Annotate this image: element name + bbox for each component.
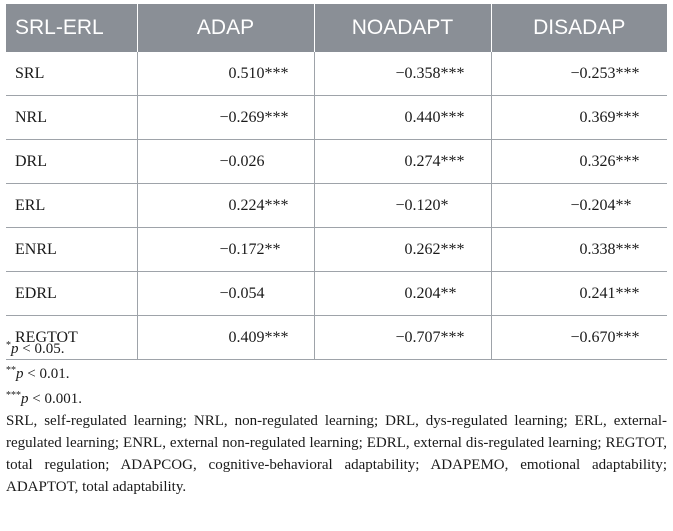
row-label: REGTOT	[6, 316, 137, 360]
footnote-p-symbol: p	[16, 366, 24, 382]
table-row	[6, 140, 667, 184]
table-row	[6, 228, 667, 272]
footnote-abbreviations: SRL, self-regulated learning; NRL, non-regulated learning; DRL, dys-regulated learning; ERL, external-regulated learning; ENRL, external non-regulated learning; EDRL, external dis-regulated learning; REGTOT, total regulation; ADAPCOG, cognitive-behavioral adaptability; ADAPEMO, emotional adaptability; ADAPTOT, total adaptability.	[6, 413, 667, 495]
coefficient-value: 0.369	[579, 108, 616, 126]
cell-adap	[137, 96, 314, 140]
footnote-threshold: < 0.05.	[18, 341, 65, 357]
cell-noadapt	[314, 96, 491, 140]
table-row	[6, 96, 667, 140]
coefficient-value: −0.204	[570, 196, 616, 214]
coefficient-value: 0.440	[404, 108, 441, 126]
cell-adap	[137, 272, 314, 316]
row-label: EDRL	[6, 272, 137, 316]
row-label: NRL	[6, 96, 137, 140]
significance-stars: ***	[615, 108, 640, 126]
table-row	[6, 272, 667, 316]
significance-stars: **	[615, 196, 632, 214]
footnote-p0001	[6, 385, 667, 410]
cell-adap	[137, 52, 314, 96]
row-label: DRL	[6, 140, 137, 184]
row-label: ENRL	[6, 228, 137, 272]
cell-adap	[137, 184, 314, 228]
coefficient-value: 0.274	[404, 152, 441, 170]
cell-disadap	[491, 184, 667, 228]
correlation-table	[6, 4, 667, 360]
footnote-stars: **	[6, 365, 16, 376]
footnote-p-symbol: p	[21, 391, 29, 407]
coefficient-value: −0.358	[395, 64, 441, 82]
significance-stars: ***	[615, 152, 640, 170]
cell-disadap	[491, 228, 667, 272]
significance-stars: **	[440, 284, 457, 302]
correlation-table-container	[6, 4, 667, 360]
significance-stars: ***	[440, 152, 465, 170]
table-row	[6, 184, 667, 228]
coefficient-value: −0.707	[395, 328, 441, 346]
coefficient-value: −0.253	[570, 64, 616, 82]
footnote-p001	[6, 360, 667, 385]
coefficient-value: 0.409	[228, 328, 265, 346]
significance-stars: ***	[440, 108, 465, 126]
table-footnotes	[6, 335, 667, 498]
header-adap: ADAP	[137, 4, 314, 52]
significance-stars: ***	[264, 108, 289, 126]
coefficient-value: −0.670	[570, 328, 616, 346]
cell-noadapt	[314, 52, 491, 96]
significance-stars: ***	[440, 328, 465, 346]
significance-stars: **	[264, 240, 281, 258]
coefficient-value: 0.262	[404, 240, 441, 258]
row-label: SRL	[6, 52, 137, 96]
coefficient-value: −0.026	[219, 152, 265, 170]
header-srl-erl: SRL-ERL	[6, 4, 137, 52]
coefficient-value: −0.054	[219, 284, 265, 302]
footnote-stars: ***	[6, 390, 21, 401]
cell-noadapt	[314, 140, 491, 184]
table-header-row	[6, 4, 667, 52]
significance-stars: ***	[615, 328, 640, 346]
footnote-threshold: < 0.01.	[23, 366, 70, 382]
coefficient-value: −0.120	[395, 196, 441, 214]
significance-stars: ***	[264, 64, 289, 82]
significance-stars: ***	[615, 284, 640, 302]
cell-disadap	[491, 52, 667, 96]
footnote-p-symbol: p	[11, 341, 19, 357]
coefficient-value: 0.338	[579, 240, 616, 258]
cell-noadapt	[314, 228, 491, 272]
coefficient-value: −0.269	[219, 108, 265, 126]
header-noadapt: NOADAPT	[314, 4, 491, 52]
cell-noadapt	[314, 272, 491, 316]
coefficient-value: 0.224	[228, 196, 265, 214]
significance-stars: ***	[440, 64, 465, 82]
cell-disadap	[491, 140, 667, 184]
footnote-threshold: < 0.001.	[28, 391, 82, 407]
row-label: ERL	[6, 184, 137, 228]
header-disadap: DISADAP	[491, 4, 667, 52]
coefficient-value: −0.172	[219, 240, 265, 258]
cell-adap	[137, 140, 314, 184]
table-row	[6, 52, 667, 96]
significance-stars: *	[440, 196, 449, 214]
coefficient-value: 0.204	[404, 284, 441, 302]
footnote-p005	[6, 335, 667, 360]
significance-stars: ***	[440, 240, 465, 258]
cell-disadap	[491, 96, 667, 140]
coefficient-value: 0.241	[579, 284, 616, 302]
significance-stars: ***	[615, 64, 640, 82]
coefficient-value: 0.510	[228, 64, 265, 82]
cell-adap	[137, 228, 314, 272]
significance-stars: ***	[264, 196, 289, 214]
cell-noadapt	[314, 184, 491, 228]
footnote-stars: *	[6, 340, 11, 351]
coefficient-value: 0.326	[579, 152, 616, 170]
significance-stars: ***	[264, 328, 289, 346]
cell-disadap	[491, 272, 667, 316]
significance-stars: ***	[615, 240, 640, 258]
